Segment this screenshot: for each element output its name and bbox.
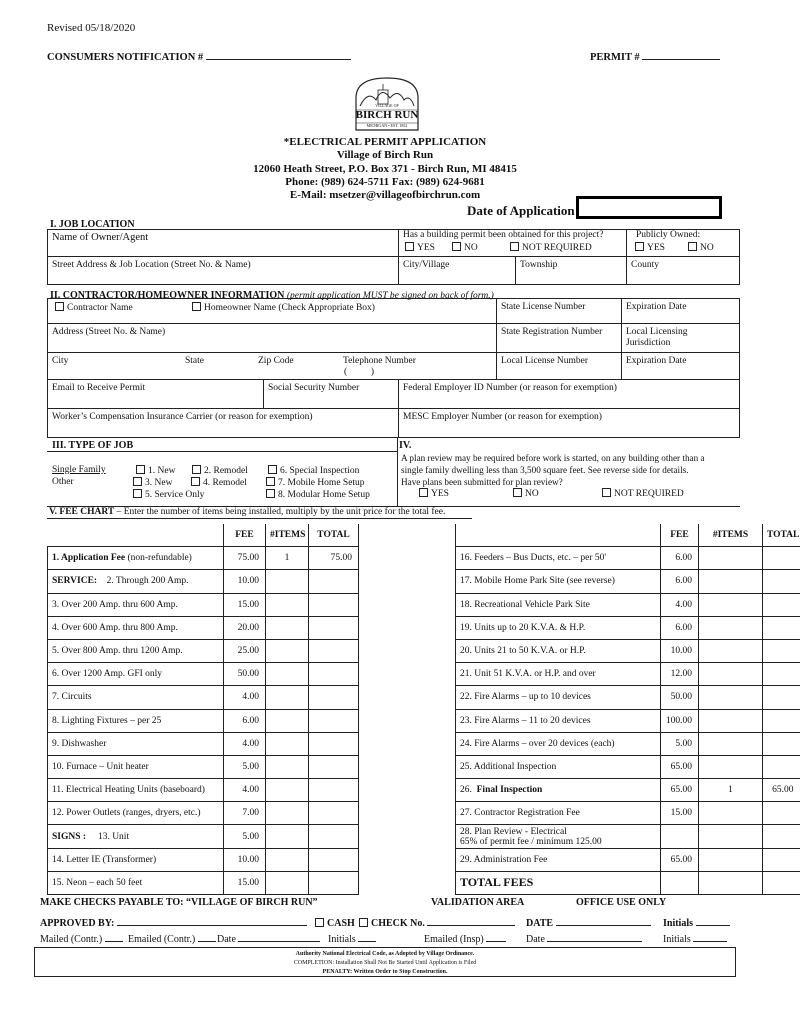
fee-item-right-items[interactable] [699,802,763,825]
fee-item-right-total[interactable] [763,825,800,848]
fee-item-left-fee: 5.00 [224,825,266,848]
fee-item-left-fee: 20.00 [224,616,266,639]
initials-2-field[interactable]: Initials [328,934,376,945]
single-family-label: Single Family [52,465,106,475]
fee-table-row [48,755,800,778]
authority-notice-box [34,947,736,977]
date-3-field[interactable]: Date [526,934,642,945]
fee-item-left-fee: 10.00 [224,848,266,871]
validation-area-label: VALIDATION AREA [431,897,525,908]
township-label: Township [520,260,558,270]
fee-item-left-items[interactable] [266,616,309,639]
fee-table-gap [359,779,456,802]
state-label: State [185,356,204,366]
fee-table-gap [359,825,456,848]
city-village-label: City/Village [403,260,450,270]
plan-review-yes[interactable]: YES [419,488,449,499]
fee-item-right-total[interactable] [763,593,800,616]
fee-table-row [48,593,800,616]
plan-review-text: A plan review may be required before work is started, on any building other than a single family dwelling less than 3,500 square feet. See reverse side for details. Have plans been submitted for plan review? [401,453,705,487]
fee-table-gap [359,639,456,662]
fee-table-gap [359,686,456,709]
fee-item-right-total[interactable]: 65.00 [763,779,800,802]
fee-table-gap [359,732,456,755]
mailed-contr-field[interactable]: Mailed (Contr.) [40,934,123,945]
fee-table-row [48,802,800,825]
fee-table-gap [359,570,456,593]
fee-item-left-label: 7. Circuits [48,686,224,709]
fee-table-row [48,570,800,593]
fee-item-right-fee: 65.00 [661,755,699,778]
job-type-8-checkbox[interactable]: 8. Modular Home Setup [266,489,370,500]
fee-item-left-label: 1. Application Fee (non-refundable) [48,547,224,570]
fee-item-left-fee: 7.00 [224,802,266,825]
street-address-label: Street Address & Job Location (Street No. & Name) [52,260,251,270]
expiration-date-1-label: Expiration Date [626,302,687,312]
fee-item-left-label: 11. Electrical Heating Units (baseboard) [48,779,224,802]
fee-item-left-fee: 10.00 [224,570,266,593]
fee-item-right-fee: 6.00 [661,570,699,593]
fee-table-row [48,871,800,894]
fee-table-gap [359,848,456,871]
fee-item-right-label: 27. Contractor Registration Fee [456,802,661,825]
fee-item-left-items[interactable]: 1 [266,547,309,570]
fee-table-row [48,639,800,662]
city-label: City [52,356,69,366]
contractor-address-label: Address (Street No. & Name) [52,327,166,337]
office-use-only-label: OFFICE USE ONLY [576,897,667,908]
permit-number-label: PERMIT # [590,52,720,63]
fee-item-left-label: 4. Over 600 Amp. thru 800 Amp. [48,616,224,639]
fee-table-gap [359,593,456,616]
fee-item-right-items[interactable] [699,825,763,848]
fee-table-row [48,779,800,802]
fee-item-right-fee: 12.00 [661,663,699,686]
mesc-label: MESC Employer Number (or reason for exemption) [403,412,602,422]
fee-item-right-label: 18. Recreational Vehicle Park Site [456,593,661,616]
fee-item-left-fee: 50.00 [224,663,266,686]
fee-item-left-total[interactable] [309,639,359,662]
local-license-label: Local License Number [501,356,589,366]
publicly-owned-yes[interactable]: YES [635,242,665,253]
authority-line-2: COMPLETION: Installation Shall Not Be Started Until Application is Filed [293,960,477,966]
email-permit-label: Email to Receive Permit [52,383,146,393]
fee-item-right-total[interactable] [763,802,800,825]
fee-item-right-items[interactable] [699,570,763,593]
fee-item-right-items[interactable] [699,663,763,686]
expiration-date-2-label: Expiration Date [626,356,687,366]
village-email: E-Mail: msetzer@villageofbirchrun.com [289,189,481,202]
fee-table-row [48,663,800,686]
fee-item-left-total[interactable] [309,686,359,709]
fee-item-right-label: 25. Additional Inspection [456,755,661,778]
fee-item-left-total[interactable] [309,848,359,871]
revised-date: Revised 05/18/2020 [47,22,136,34]
date-field[interactable]: DATE [526,918,651,929]
fee-item-left-total[interactable] [309,663,359,686]
fee-item-right-fee [661,825,699,848]
fee-item-left-label: 10. Furnace – Unit heater [48,755,224,778]
col-total-left: TOTAL [309,524,359,547]
fee-item-right-total[interactable] [763,732,800,755]
fee-item-left-items[interactable] [266,732,309,755]
job-type-6-checkbox[interactable]: 6. Special Inspection [268,465,359,476]
fee-item-left-total[interactable] [309,755,359,778]
fee-item-right-total[interactable] [763,616,800,639]
fee-table-row [48,825,800,848]
initials-field[interactable]: Initials [663,918,730,929]
fee-item-right-fee: 100.00 [661,709,699,732]
fee-item-left-total[interactable] [309,709,359,732]
owner-agent-label: Name of Owner/Agent [52,232,149,243]
fee-item-left-label: 8. Lighting Fixtures – per 25 [48,709,224,732]
building-permit-question: Has a building permit been obtained for this project? [403,230,604,240]
section-iii-heading: III. TYPE OF JOB [52,440,134,451]
authority-line-3: PENALTY: Written Order to Stop Construction. [322,969,448,975]
publicly-owned-no[interactable]: NO [688,242,714,253]
section-v-heading: V. FEE CHART – Enter the number of items being installed, multiply by the unit price for the total fee. [49,507,446,517]
fee-item-right-label: 22. Fire Alarms – up to 10 devices [456,686,661,709]
fee-item-right-fee: 6.00 [661,616,699,639]
fee-item-right-items[interactable] [699,871,763,894]
contractor-name-checkbox[interactable]: Contractor Name [55,302,133,313]
fee-item-right-label: 28. Plan Review - Electrical 65% of permit fee / minimum 125.00 [456,825,661,848]
fee-item-left-label: 5. Over 800 Amp. thru 1200 Amp. [48,639,224,662]
fee-table-gap [359,663,456,686]
fee-item-right-total[interactable] [763,848,800,871]
plan-review-no[interactable]: NO [513,488,539,499]
initials-3-field[interactable]: Initials [663,934,727,945]
zip-code-label: Zip Code [258,356,294,366]
approved-by-label: APPROVED BY: [40,918,307,929]
fee-item-right-fee [661,871,699,894]
fee-item-left-fee: 15.00 [224,871,266,894]
county-label: County [631,260,659,270]
building-permit-not-required[interactable]: NOT REQUIRED [510,242,592,253]
logo-bottom-text: MICHIGAN • EST. 1852 [366,123,408,128]
col-items-left: #ITEMS [266,524,309,547]
fee-item-right-label: 24. Fire Alarms – over 20 devices (each) [456,732,661,755]
village-phone: Phone: (989) 624-5711 Fax: (989) 624-9681 [285,175,485,188]
village-address: 12060 Heath Street, P.O. Box 371 - Birch Run, MI 48415 [253,162,517,175]
col-fee-left: FEE [224,524,266,547]
fee-item-left-total[interactable] [309,871,359,894]
fee-item-right-label: 29. Administration Fee [456,848,661,871]
fee-item-right-label: 23. Fire Alarms – 11 to 20 devices [456,709,661,732]
fee-item-right-total[interactable] [763,639,800,662]
fee-item-right-fee: 50.00 [661,686,699,709]
emailed-contr-field[interactable]: Emailed (Contr.) [128,934,216,945]
fein-label: Federal Employer ID Number (or reason for exemption) [403,383,617,393]
fee-table-gap [359,709,456,732]
plan-review-not-required[interactable]: NOT REQUIRED [602,488,684,499]
fee-item-right-total[interactable] [763,871,800,894]
fee-table-row [48,686,800,709]
fee-item-left-items[interactable] [266,686,309,709]
section-i-heading: I. JOB LOCATION [50,219,135,230]
fee-item-left-total[interactable] [309,732,359,755]
telephone-label: Telephone Number [343,356,416,366]
fee-item-left-items[interactable] [266,848,309,871]
fee-item-left-total[interactable] [309,593,359,616]
fee-item-right-items[interactable] [699,616,763,639]
workers-comp-label: Worker’s Compensation Insurance Carrier (or reason for exemption) [52,412,313,422]
form-title: *ELECTRICAL PERMIT APPLICATION [283,136,487,148]
fee-table-gap [359,802,456,825]
job-type-5-checkbox[interactable]: 5. Service Only [133,489,204,500]
fee-table-gap [359,871,456,894]
fee-item-left-items[interactable] [266,779,309,802]
fee-item-left-fee: 4.00 [224,779,266,802]
fee-item-right-items[interactable] [699,686,763,709]
fee-item-left-label: 14. Letter IE (Transformer) [48,848,224,871]
fee-item-right-items[interactable] [699,593,763,616]
fee-item-left-items[interactable] [266,755,309,778]
fee-item-left-fee: 4.00 [224,686,266,709]
building-permit-yes[interactable]: YES [405,242,435,253]
fee-item-right-fee: 10.00 [661,639,699,662]
fee-item-right-total[interactable] [763,709,800,732]
fee-item-left-items[interactable] [266,663,309,686]
section-ii-heading: II. CONTRACTOR/HOMEOWNER INFORMATION (permit application MUST be signed on back of form.) [50,290,494,301]
fee-item-left-label: 15. Neon – each 50 feet [48,871,224,894]
fee-item-right-total[interactable] [763,686,800,709]
fee-item-left-label: 9. Dishwasher [48,732,224,755]
fee-table-gap [359,547,456,570]
cash-checkbox[interactable]: CASH [315,918,355,929]
fee-item-left-label: SIGNS : 13. Unit [48,825,224,848]
fee-item-right-items[interactable]: 1 [699,779,763,802]
fee-item-left-items[interactable] [266,639,309,662]
authority-line-1: Authority National Electrical Code, as Adopted by Village Ordinance. [295,951,475,957]
telephone-parens: ( ) [344,367,375,377]
fee-item-left-items[interactable] [266,593,309,616]
job-type-1-checkbox[interactable]: 1. New [136,465,175,476]
date-of-application-label: Date of Application [467,203,575,218]
fee-item-left-total[interactable] [309,825,359,848]
section-iv-heading: IV. [399,440,412,451]
fee-item-right-total[interactable] [763,547,800,570]
make-checks-payable: MAKE CHECKS PAYABLE TO: “VILLAGE OF BIRCH RUN” [40,897,318,908]
fee-item-left-label: 6. Over 1200 Amp. GFI only [48,663,224,686]
fee-table-row [48,547,800,570]
fee-item-left-label: 12. Power Outlets (ranges, dryers, etc.) [48,802,224,825]
building-permit-no[interactable]: NO [452,242,478,253]
fee-item-left-label: 3. Over 200 Amp. thru 600 Amp. [48,593,224,616]
date-of-application-field[interactable] [576,196,722,219]
fee-item-right-items[interactable] [699,547,763,570]
fee-item-left-items[interactable] [266,570,309,593]
fee-table-row [48,848,800,871]
fee-item-right-items[interactable] [699,709,763,732]
homeowner-name-checkbox[interactable]: Homeowner Name (Check Appropriate Box) [192,302,375,313]
col-items-right: #ITEMS [699,524,763,547]
job-type-7-checkbox[interactable]: 7. Mobile Home Setup [266,477,365,488]
fee-item-left-total[interactable] [309,570,359,593]
fee-item-left-total[interactable] [309,779,359,802]
fee-table [47,524,800,895]
fee-item-left-total[interactable] [309,616,359,639]
consumers-notification-label: CONSUMERS NOTIFICATION # [47,52,351,63]
fee-item-left-items[interactable] [266,709,309,732]
ssn-label: Social Security Number [268,383,360,393]
fee-table-gap [359,755,456,778]
logo-name-text: BIRCH RUN [355,109,419,121]
fee-item-right-label: 21. Unit 51 K.V.A. or H.P. and over [456,663,661,686]
fee-item-left-fee: 5.00 [224,755,266,778]
job-type-3-checkbox[interactable]: 3. New [133,477,172,488]
fee-item-right-fee: 4.00 [661,593,699,616]
fee-item-left-total[interactable]: 75.00 [309,547,359,570]
col-fee-right: FEE [661,524,699,547]
title-block [0,136,770,202]
fee-item-right-fee: 65.00 [661,779,699,802]
fee-item-right-fee: 65.00 [661,848,699,871]
fee-item-right-fee: 15.00 [661,802,699,825]
fee-item-right-items[interactable] [699,755,763,778]
fee-item-right-items[interactable] [699,732,763,755]
fee-item-left-fee: 4.00 [224,732,266,755]
fee-item-left-total[interactable] [309,802,359,825]
publicly-owned-label: Publicly Owned: [636,230,701,240]
fee-item-right-total[interactable] [763,570,800,593]
fee-item-right-total[interactable] [763,663,800,686]
fee-item-right-label: 17. Mobile Home Park Site (see reverse) [456,570,661,593]
fee-item-left-items[interactable] [266,825,309,848]
local-licensing-label: Local Licensing Jurisdiction [626,327,688,348]
fee-item-left-fee: 15.00 [224,593,266,616]
fee-item-right-items[interactable] [699,639,763,662]
fee-item-left-fee: 6.00 [224,709,266,732]
fee-item-right-label: 19. Units up to 20 K.V.A. & H.P. [456,616,661,639]
job-type-2-checkbox[interactable]: 2. Remodel [192,465,248,476]
fee-item-left-fee: 25.00 [224,639,266,662]
fee-table-row [48,616,800,639]
fee-item-left-items[interactable] [266,871,309,894]
col-total-right: TOTAL [763,524,800,547]
village-logo [348,76,426,132]
village-name: Village of Birch Run [336,149,434,162]
fee-item-left-label: SERVICE: 2. Through 200 Amp. [48,570,224,593]
state-license-label: State License Number [501,302,586,312]
fee-item-right-fee: 5.00 [661,732,699,755]
fee-item-right-label: TOTAL FEES [456,871,661,894]
date-2-field[interactable]: Date [217,934,320,945]
job-type-4-checkbox[interactable]: 4. Remodel [191,477,247,488]
fee-item-right-fee: 6.00 [661,547,699,570]
fee-table-row [48,732,800,755]
fee-item-right-total[interactable] [763,755,800,778]
fee-table-header [48,524,800,547]
fee-item-left-fee: 75.00 [224,547,266,570]
fee-item-right-items[interactable] [699,848,763,871]
state-registration-label: State Registration Number [501,327,603,337]
fee-item-left-items[interactable] [266,802,309,825]
fee-item-right-label: 20. Units 21 to 50 K.V.A. or H.P. [456,639,661,662]
logo-top-text: VILLAGE OF [375,103,399,108]
fee-item-right-label: 26. Final Inspection [456,779,661,802]
other-label: Other [52,477,74,487]
check-number-field[interactable]: CHECK No. [359,918,515,929]
fee-table-gap [359,616,456,639]
fee-item-right-label: 16. Feeders – Bus Ducts, etc. – per 50' [456,547,661,570]
emailed-insp-field[interactable]: Emailed (Insp) [424,934,506,945]
fee-table-row [48,709,800,732]
